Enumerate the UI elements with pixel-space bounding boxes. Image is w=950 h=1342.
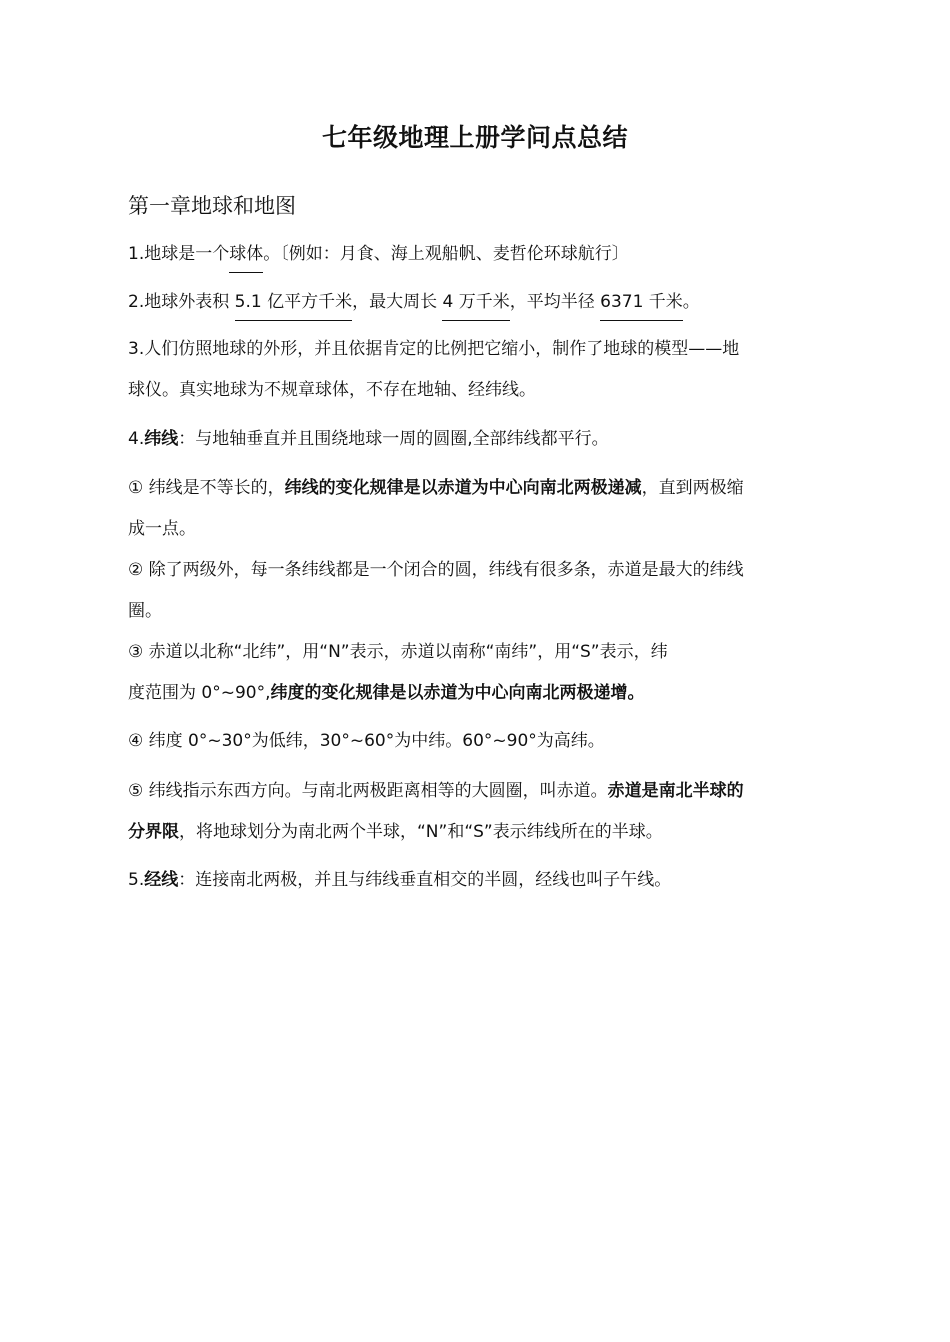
item-1-line-2: 成一点。 <box>128 519 196 539</box>
paragraph-2-underlined-circumference: 4 万千米 <box>442 290 509 321</box>
paragraph-4-definition: ：与地轴垂直并且围绕地球一周的圆圈,全部纬线都平行。 <box>178 429 609 449</box>
paragraph-4 <box>128 427 828 451</box>
item-5-text-a: ⑤ 纬线指示东西方向。与南北两极距离相等的大圆圈，叫赤道。 <box>128 781 608 801</box>
paragraph-2-text-a: 2.地球外表积 <box>128 292 235 312</box>
paragraph-2-text-b: ，最大周长 <box>352 292 443 312</box>
item-5-bold-boundary: 分界限 <box>128 822 179 842</box>
item-1-text-a: ① 纬线是不等长的， <box>128 478 285 498</box>
paragraph-1-text-a: 1.地球是一个 <box>128 244 230 264</box>
item-2-line-2: 圈。 <box>128 601 162 621</box>
paragraph-2-text-d: 。 <box>682 292 700 312</box>
paragraph-1-underlined-answer: 球体 <box>229 242 263 273</box>
paragraph-4-term-latitude-line: 纬线 <box>144 429 179 449</box>
item-5-line-1 <box>128 779 828 803</box>
item-5-bold-equator: 赤道是南北半球的 <box>607 781 744 801</box>
item-3-line-2 <box>128 681 828 705</box>
paragraph-1-text-b: 。〔例如：月食、海上观船帆、麦哲伦环球航行〕 <box>263 244 629 264</box>
chapter-heading: 第一章地球和地图 <box>128 194 296 218</box>
paragraph-2-underlined-radius: 6371 千米 <box>600 290 683 321</box>
page-title: 七年级地理上册学问点总结 <box>321 123 628 152</box>
paragraph-2-text-c: ，平均半径 <box>509 292 601 312</box>
paragraph-5-number: 5. <box>128 870 145 890</box>
paragraph-3-line-2: 球仪。真实地球为不规章球体，不存在地轴、经纬线。 <box>128 380 536 400</box>
item-1-bold-rule: 纬线的变化规律是以赤道为中心向南北两极递减 <box>284 478 642 498</box>
paragraph-2 <box>128 290 828 321</box>
paragraph-3-line-1: 3.人们仿照地球的外形，并且依据肯定的比例把它缩小，制作了地球的模型——地 <box>128 339 740 359</box>
paragraph-4-number: 4. <box>128 429 145 449</box>
item-3-bold-rule: 纬度的变化规律是以赤道为中心向南北两极递增。 <box>270 683 645 703</box>
paragraph-5-term-longitude-line: 经线 <box>144 870 179 890</box>
paragraph-5-definition: ：连接南北两极，并且与纬线垂直相交的半圆，经线也叫子午线。 <box>178 870 672 890</box>
item-2-line-1: ② 除了两级外，每一条纬线都是一个闭合的圆，纬线有很多条，赤道是最大的纬线 <box>128 560 744 580</box>
paragraph-1 <box>128 242 828 273</box>
item-3-text-a: 度范围为 0°~90°, <box>128 683 271 703</box>
item-1-line-1 <box>128 476 828 500</box>
item-3-line-1: ③ 赤道以北称“北纬”，用“N”表示，赤道以南称“南纬”，用“S”表示，纬 <box>128 642 668 662</box>
item-5-text-d: ，将地球划分为南北两个半球，“N”和“S”表示纬线所在的半球。 <box>179 822 663 842</box>
item-5-line-2 <box>128 820 828 844</box>
paragraph-5 <box>128 868 828 892</box>
item-1-text-c: ，直到两极缩 <box>641 478 744 498</box>
paragraph-2-underlined-area: 5.1 亿平方千米 <box>235 290 352 321</box>
item-4-line-1: ④ 纬度 0°~30°为低纬，30°~60°为中纬。60°~90°为高纬。 <box>128 731 605 751</box>
